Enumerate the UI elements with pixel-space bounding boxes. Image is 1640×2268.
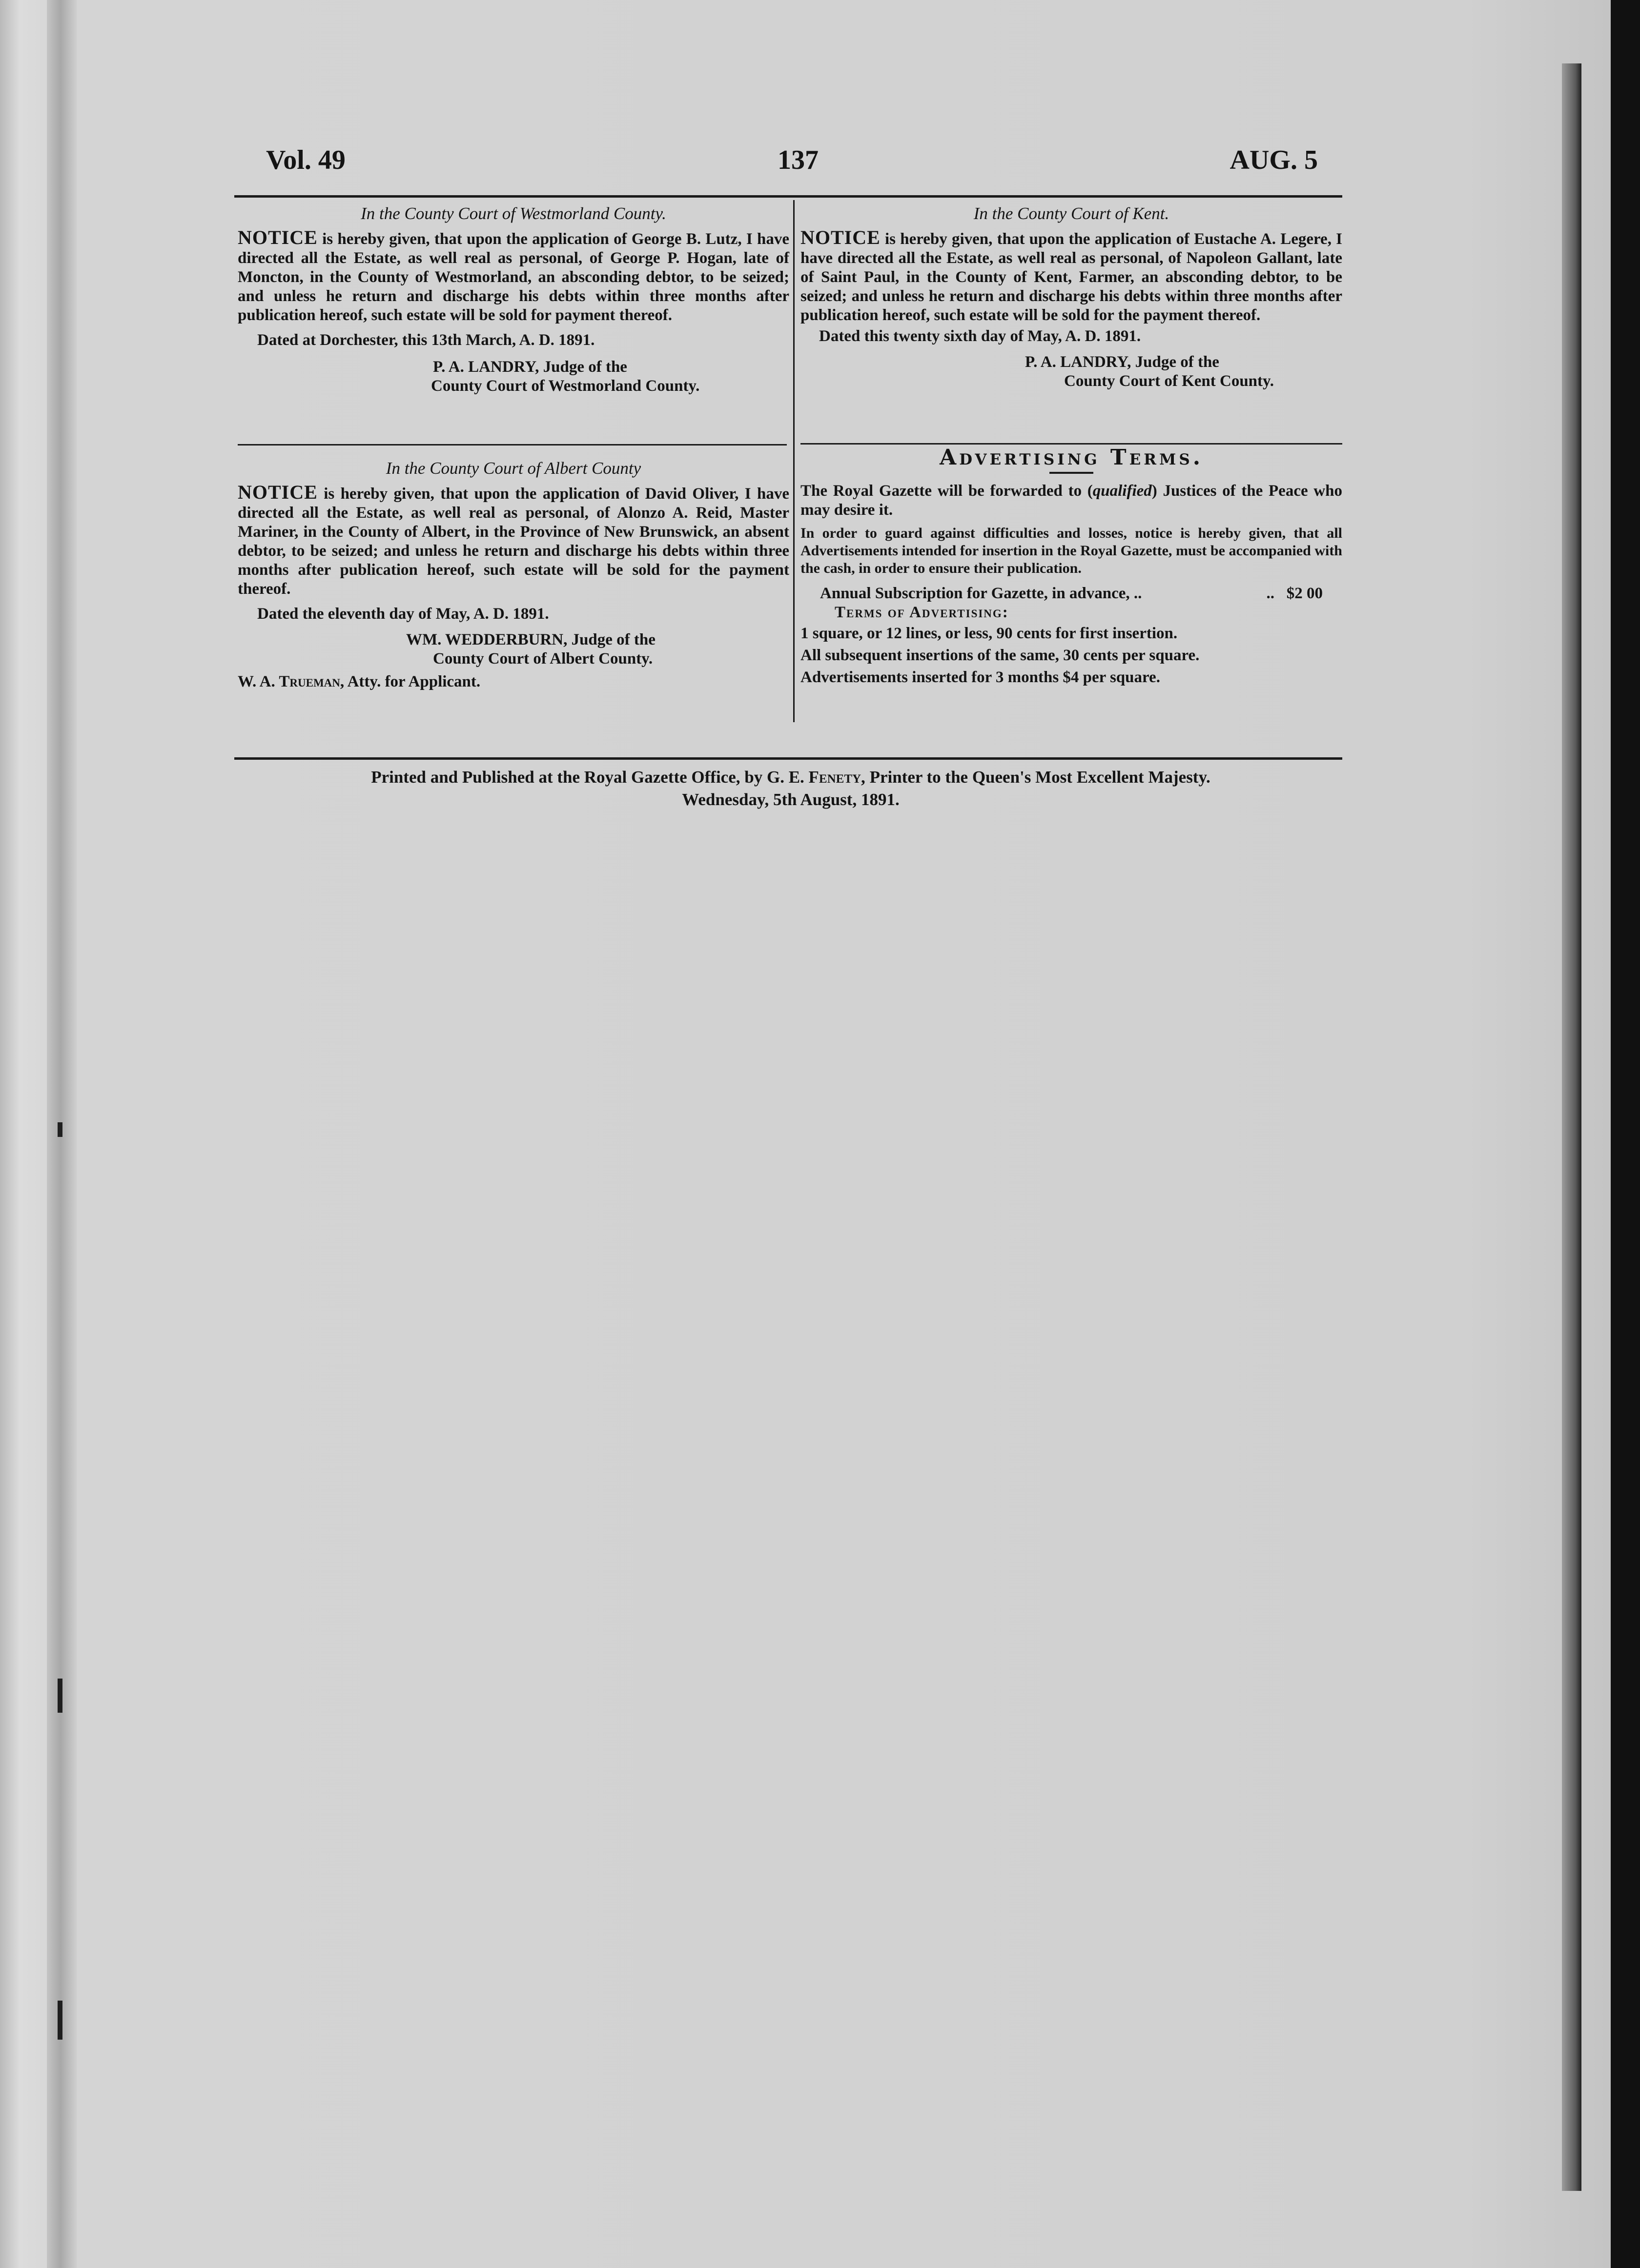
attorney-name: W. A. Trueman, [238, 673, 345, 690]
attorney-role: Atty. for Applicant. [347, 673, 481, 690]
guard-notice: In order to guard against difficulties and losses, notice is hereby given, that all Advertisements intended for insertion in the Royal Gazette, must be accompanied with the cash, in order to ensure their publication. [800, 525, 1342, 576]
header-rule [234, 195, 1342, 198]
signature-line: P. A. LANDRY, Judge of the [433, 358, 627, 376]
term-item: All subsequent insertions of the same, 30 cents per square. [800, 647, 1200, 664]
term-item: 1 square, or 12 lines, or less, 90 cents for first insertion. [800, 625, 1178, 642]
term-item: Advertisements inserted for 3 months $4 per square. [800, 668, 1160, 686]
signature-line: WM. WEDDERBURN, Judge of the [406, 631, 656, 648]
notice-albert [238, 459, 789, 691]
binding-stitch-mark [58, 1122, 62, 1137]
subscription-label: Annual Subscription for Gazette, in advance, .. [820, 585, 1142, 602]
advertising-intro [800, 482, 1342, 520]
footer-line-2: Wednesday, 5th August, 1891. [682, 790, 900, 809]
advertising-terms [800, 445, 1342, 687]
intro-qualified: qualified [1092, 482, 1152, 500]
footer-after: Printer to the Queen's Most Excellent Majesty. [869, 768, 1210, 787]
subscription-amount: $2 00 [1286, 585, 1323, 602]
right-column [800, 204, 1342, 391]
intro-before: The Royal Gazette will be forwarded to ( [800, 482, 1093, 500]
notice-body: is hereby given, that upon the application of David Oliver, I have directed all the Estate, as well real as personal, of Alonzo A. Reid, Master Mariner, in the County of Albert, in the Province of New Brunswick, an absent debtor, to be seized; and unless he return and discharge his debts within three months after publication hereof, such estate will be sold for the payment thereof. [238, 485, 790, 598]
scan-border [1611, 0, 1640, 2268]
court-title: In the County Court of Albert County [386, 459, 641, 478]
terms-heading: Terms of Advertising: [835, 604, 1009, 621]
signature-line: P. A. LANDRY, Judge of the [1025, 353, 1219, 371]
notice-body: is hereby given, that upon the application of George B. Lutz, I have directed all the Estate, as well real as personal, of George P. Hogan, late of Moncton, in the County of Westmorland, an absconding debtor, to be seized; and unless he return and discharge his debts within three months after publication hereof, such estate will be sold for payment thereof. [238, 230, 790, 324]
left-column [238, 204, 789, 396]
notice-body: is hereby given, that upon the application of Eustache A. Legere, I have directed all the Estate, as well real as personal, of Napoleon Gallant, late of Saint Paul, in the County of Kent, Farmer, an absconding debtor, to be seized; and unless he return and discharge his debts within three months after publication hereof, such estate will be sold for the payment thereof. [800, 230, 1342, 324]
intro-after: ) Justices of the Peace who may desire it. [800, 482, 1342, 519]
court-title: In the County Court of Westmorland County. [361, 204, 666, 223]
volume-number: Vol. 49 [266, 145, 346, 175]
notice-text [238, 483, 789, 599]
footer-line-1 [234, 766, 1347, 789]
notice-dated: Dated the eleventh day of May, A. D. 1891. [257, 605, 549, 623]
heading-dash [1049, 472, 1093, 474]
signature-title: County Court of Albert County. [433, 650, 653, 668]
footer-before: Printed and Published at the Royal Gazette Office, by G. E. [371, 768, 804, 787]
signature-title: County Court of Kent County. [1064, 372, 1274, 390]
notice-text [238, 228, 789, 325]
signature-title: County Court of Westmorland County. [431, 377, 700, 395]
page-number: 137 [778, 145, 819, 175]
notice-lead: NOTICE [800, 226, 881, 248]
printer-name: Fenety, [808, 768, 865, 787]
publication-footer [234, 766, 1347, 811]
column-divider [793, 200, 795, 722]
binding-stitch-mark [58, 1679, 62, 1713]
notice-lead: NOTICE [238, 481, 318, 503]
court-title: In the County Court of Kent. [973, 204, 1169, 223]
section-rule [800, 443, 1342, 445]
notice-lead: NOTICE [238, 226, 318, 248]
page-edge-shadow [1562, 63, 1581, 2191]
notice-dated: Dated at Dorchester, this 13th March, A. D. 1891. [257, 331, 595, 349]
page-header [266, 144, 1318, 183]
subscription-price [1267, 584, 1323, 603]
footer-rule [234, 757, 1342, 760]
notice-westmorland [238, 204, 789, 396]
subscription-row [820, 584, 1342, 603]
advertising-heading: Advertising Terms. [939, 445, 1204, 470]
notice-text [800, 228, 1342, 325]
notice-dated: Dated this twenty sixth day of May, A. D. 1891. [819, 327, 1141, 345]
notice-kent [800, 204, 1342, 391]
issue-date: AUG. 5 [1230, 145, 1318, 175]
subscription-dots: .. [1266, 585, 1274, 602]
left-column-lower [238, 459, 789, 691]
section-rule [238, 444, 787, 446]
binding-stitch-mark [58, 2001, 62, 2040]
attorney-line [238, 672, 789, 691]
